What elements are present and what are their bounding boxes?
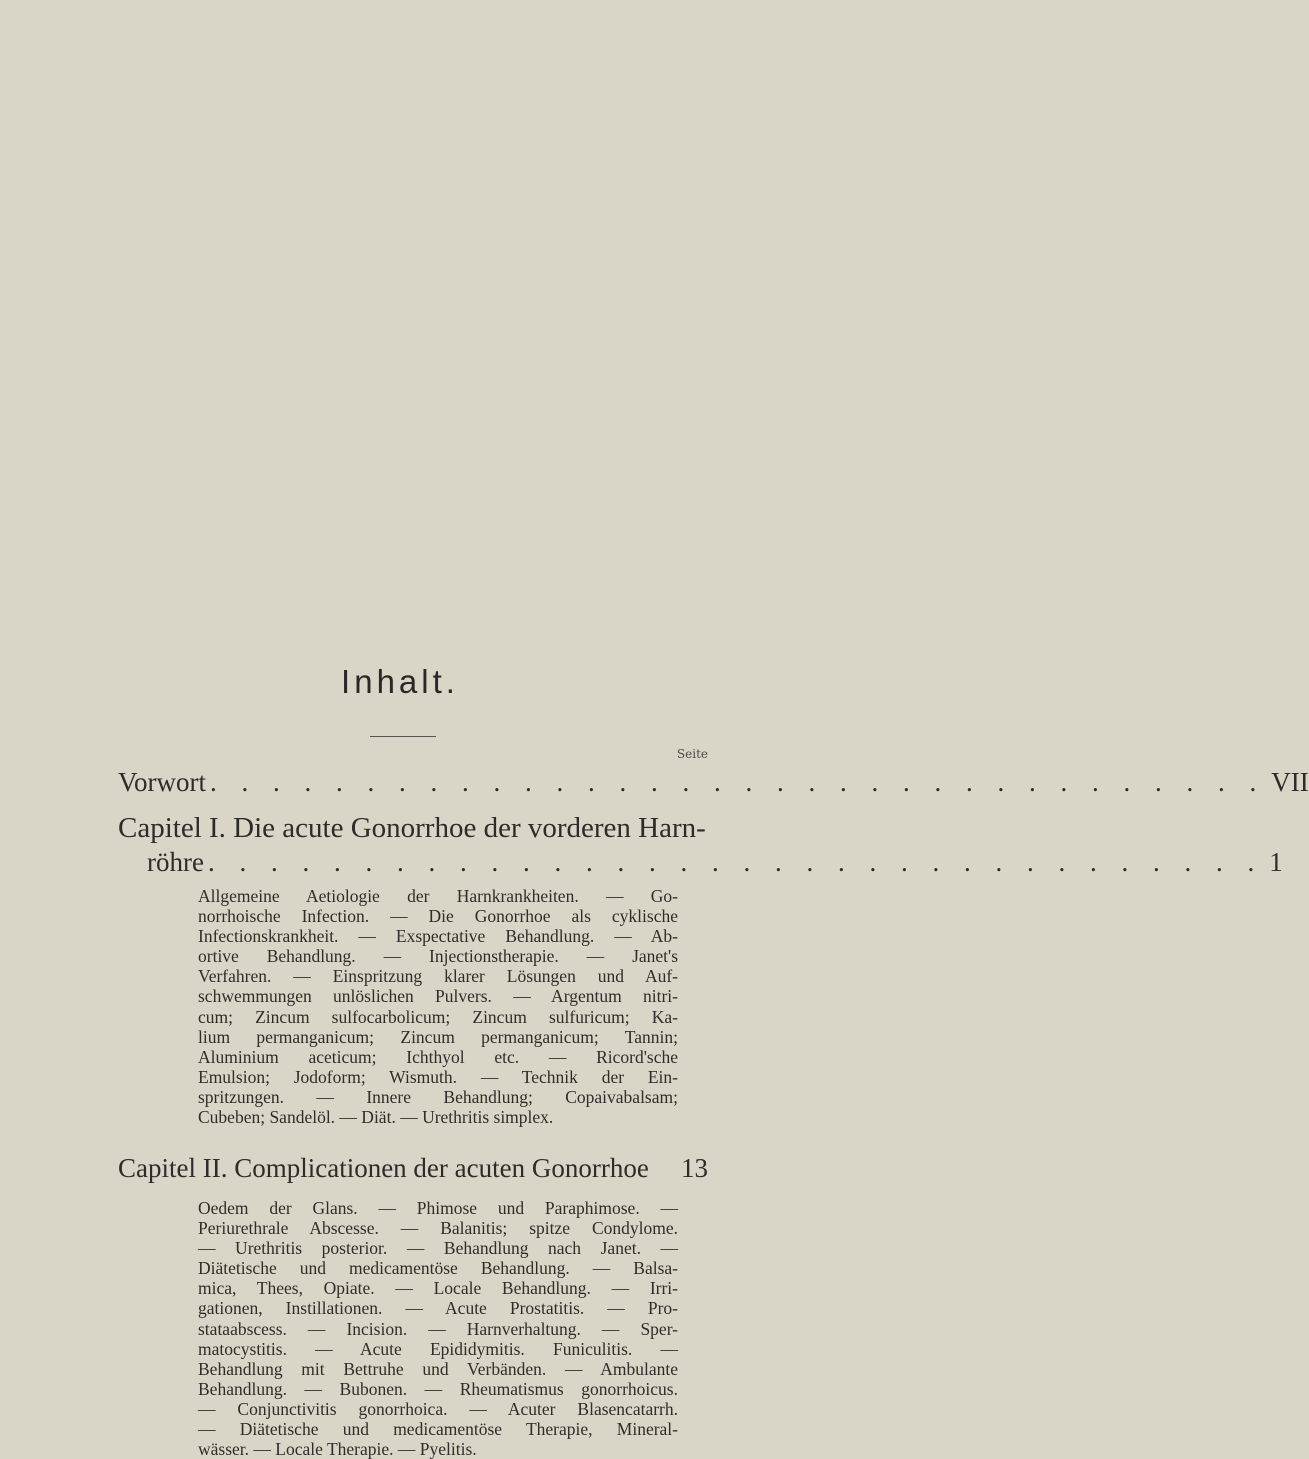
toc-page-number: 13 (681, 1153, 708, 1183)
summary-line: Allgemeine Aetiologie der Harnkrankheiten. — Go- (198, 886, 678, 906)
toc-entry-cap2[interactable] (118, 1153, 708, 1184)
dot-leader: . . . . . . . . . . . . . . . . . . . . . . . . . . . . . . . . . . (207, 847, 1264, 877)
summary-line: Cubeben; Sandelöl. — Diät. — Urethritis simplex. (198, 1107, 554, 1128)
title-divider (370, 736, 436, 737)
summary-line: ortive Behandlung. — Injectionstherapie. — Janet's (198, 946, 678, 967)
summary-line: Diätetische und medicamentöse Behandlung. — Balsa- (198, 1258, 678, 1279)
summary-line: spritzungen. — Innere Behandlung; Copaivabalsam; (198, 1086, 678, 1107)
page-column-label: Seite (676, 747, 708, 761)
summary-line: Periurethrale Abscesse. — Balanitis; spitze Condylome. (198, 1218, 678, 1239)
summary-line: — Urethritis posterior. — Behandlung nach Janet. — (198, 1238, 678, 1259)
summary-line: Behandlung mit Bettruhe und Verbänden. — Ambulante (198, 1358, 678, 1379)
toc-entry-cap1[interactable] (147, 847, 1283, 878)
summary-line: — Diätetische und medicamentöse Therapie, Mineral- (198, 1419, 678, 1440)
summary-line: Oedem der Glans. — Phimose und Paraphimose. — (198, 1198, 678, 1218)
summary-line: norrhoische Infection. — Die Gonorrhoe als cyklische (198, 906, 678, 927)
toc-entry-vorwort[interactable] (118, 767, 1309, 798)
toc-entry-cap1-title[interactable]: Capitel I. Die acute Gonorrhoe der vorderen Harn- (118, 812, 706, 844)
summary-line: Emulsion; Jodoform; Wismuth. — Technik der Ein- (198, 1066, 678, 1087)
chapter-1-summary (198, 886, 678, 1127)
summary-line: mica, Thees, Opiate. — Locale Behandlung. — Irri- (198, 1278, 678, 1299)
dot-leader: . . . . . . . . . . . . . . . . . . . . . . . . . . . . . . . . . . (210, 767, 1266, 797)
summary-line: Infectionskrankheit. — Exspectative Behandlung. — Ab- (198, 926, 678, 947)
toc-page-number: 1 (1269, 847, 1283, 877)
summary-line: stataabscess. — Incision. — Harnverhaltung. — Sper- (198, 1318, 678, 1339)
page-title: Inhalt. (341, 663, 459, 700)
toc-entry-label: Vorwort (118, 767, 207, 797)
toc-page-number: VII (1271, 767, 1309, 797)
summary-line: — Conjunctivitis gonorrhoica. — Acuter Blasencatarrh. (198, 1398, 678, 1419)
summary-line: Verfahren. — Einspritzung klarer Lösungen und Auf- (198, 966, 678, 987)
summary-line: wässer. — Locale Therapie. — Pyelitis. (198, 1439, 477, 1459)
chapter-2-summary (198, 1198, 678, 1459)
toc-entry-label: röhre (147, 847, 204, 877)
toc-entry-label: Capitel II. Complicationen der acuten Gonorrhoe (118, 1153, 649, 1183)
summary-line: gationen, Instillationen. — Acute Prostatitis. — Pro- (198, 1298, 678, 1319)
summary-line: cum; Zincum sulfocarbolicum; Zincum sulfuricum; Ka- (198, 1006, 678, 1027)
summary-line: Behandlung. — Bubonen. — Rheumatismus gonorrhoicus. (198, 1378, 678, 1399)
summary-line: schwemmungen unlöslichen Pulvers. — Argentum nitri- (198, 986, 678, 1007)
summary-line: matocystitis. — Acute Epididymitis. Funiculitis. — (198, 1338, 678, 1359)
summary-line: lium permanganicum; Zincum permanganicum; Tannin; (198, 1026, 678, 1047)
summary-line: Aluminium aceticum; Ichthyol etc. — Ricord'sche (198, 1046, 678, 1067)
